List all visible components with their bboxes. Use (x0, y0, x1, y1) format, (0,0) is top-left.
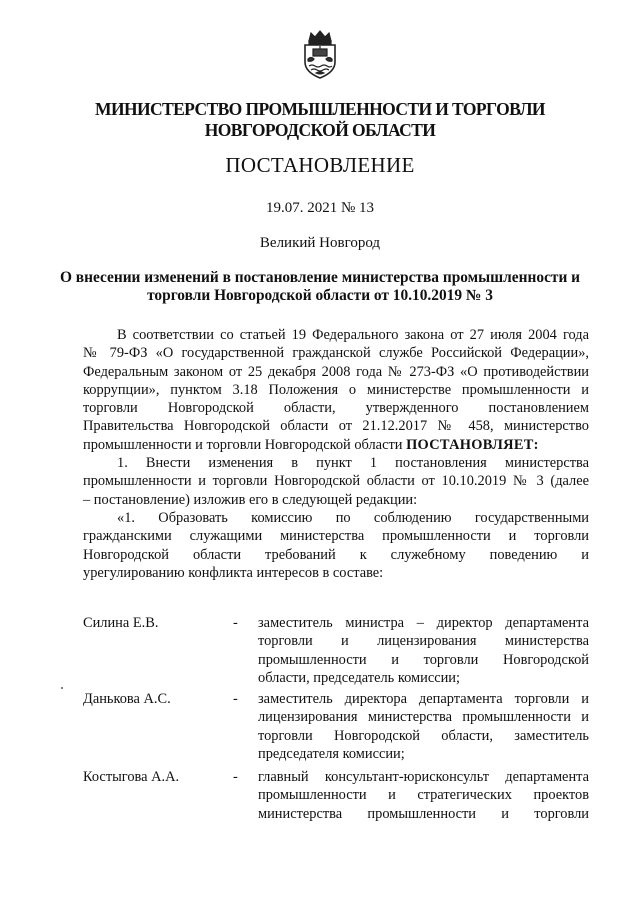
body-line: торговли Новгородской области, утвержденного постановлением (83, 400, 589, 417)
body-line: Новгородской области требований к служебному поведению и (83, 546, 589, 563)
body-line: – постановление) изложив его в следующей редакции: (83, 491, 418, 508)
document-body (83, 326, 589, 582)
member-name: Силина Е.В. (83, 615, 159, 631)
body-line: «1. Образовать комиссию по соблюдению государственными (117, 509, 589, 526)
role-line: лицензирования министерства промышленности и (258, 709, 589, 726)
role-line: главный консультант-юрисконсульт департамента (258, 769, 589, 785)
member-dash: - (233, 691, 238, 707)
role-line: министерства промышленности и торговли (258, 805, 589, 822)
body-line: промышленности и торговли Новгородской области от 10.10.2019 № 3 (далее (83, 473, 589, 490)
role-line: заместитель министра – директор департамента (258, 615, 589, 631)
ministry-name-line2: НОВГОРОДСКОЙ ОБЛАСТИ (204, 120, 436, 140)
role-line: промышленности и торговли Новгородской (258, 651, 589, 668)
body-line: В соответствии со статьей 19 Федерального закона от 27 июля 2004 года (117, 327, 589, 343)
role-line: торговли и лицензирования министерства (258, 633, 589, 650)
body-line: № 79-ФЗ «О государственной гражданской службе Российской Федерации», (83, 345, 589, 362)
document-title-line1: О внесении изменений в постановление министерства промышленности и (59, 269, 581, 286)
body-line: Федеральным законом от 25 декабря 2008 года № 273-ФЗ «О противодействии (83, 363, 589, 380)
role-line: председателя комиссии; (258, 745, 405, 762)
body-line: урегулированию конфликта интересов в составе: (83, 564, 384, 581)
role-line: торговли Новгородской области, заместитель (258, 727, 589, 744)
member-role (258, 614, 589, 687)
body-line: коррупции», пунктом 3.18 Положения о министерстве промышленности и (83, 381, 589, 398)
member-dash: - (233, 615, 238, 631)
body-line: Правительства Новгородской области от 21.12.2017 № 458, министерство (83, 418, 589, 435)
role-line: области, председатель комиссии; (258, 669, 460, 686)
member-name: Данькова А.С. (83, 691, 171, 707)
scan-speck (61, 687, 63, 689)
member-name: Костыгова А.А. (83, 769, 180, 785)
role-line: заместитель директора департамента торговли и (258, 691, 589, 707)
body-line-decree (83, 436, 589, 454)
document-number-date: 19.07. 2021 № 13 (265, 200, 375, 216)
document-title-line2: торговли Новгородской области от 10.10.2019 № 3 (147, 287, 493, 304)
document-city: Великий Новгород (259, 235, 381, 251)
body-text: промышленности и торговли Новгородской области (83, 436, 407, 453)
role-line: промышленности и стратегических проектов (258, 787, 589, 804)
member-dash: - (233, 769, 238, 785)
document-type: ПОСТАНОВЛЕНИЕ (225, 153, 415, 177)
coat-of-arms-emblem (299, 28, 341, 80)
body-line: 1. Внести изменения в пункт 1 постановления министерства (117, 455, 589, 472)
member-role (258, 690, 589, 763)
ministry-name-line1: МИНИСТЕРСТВО ПРОМЫШЛЕННОСТИ И ТОРГОВЛИ (95, 99, 545, 119)
member-role (258, 768, 589, 823)
decree-word: ПОСТАНОВЛЯЕТ: (406, 436, 539, 453)
body-line: гражданскими служащими министерства промышленности и торговли (83, 528, 589, 545)
